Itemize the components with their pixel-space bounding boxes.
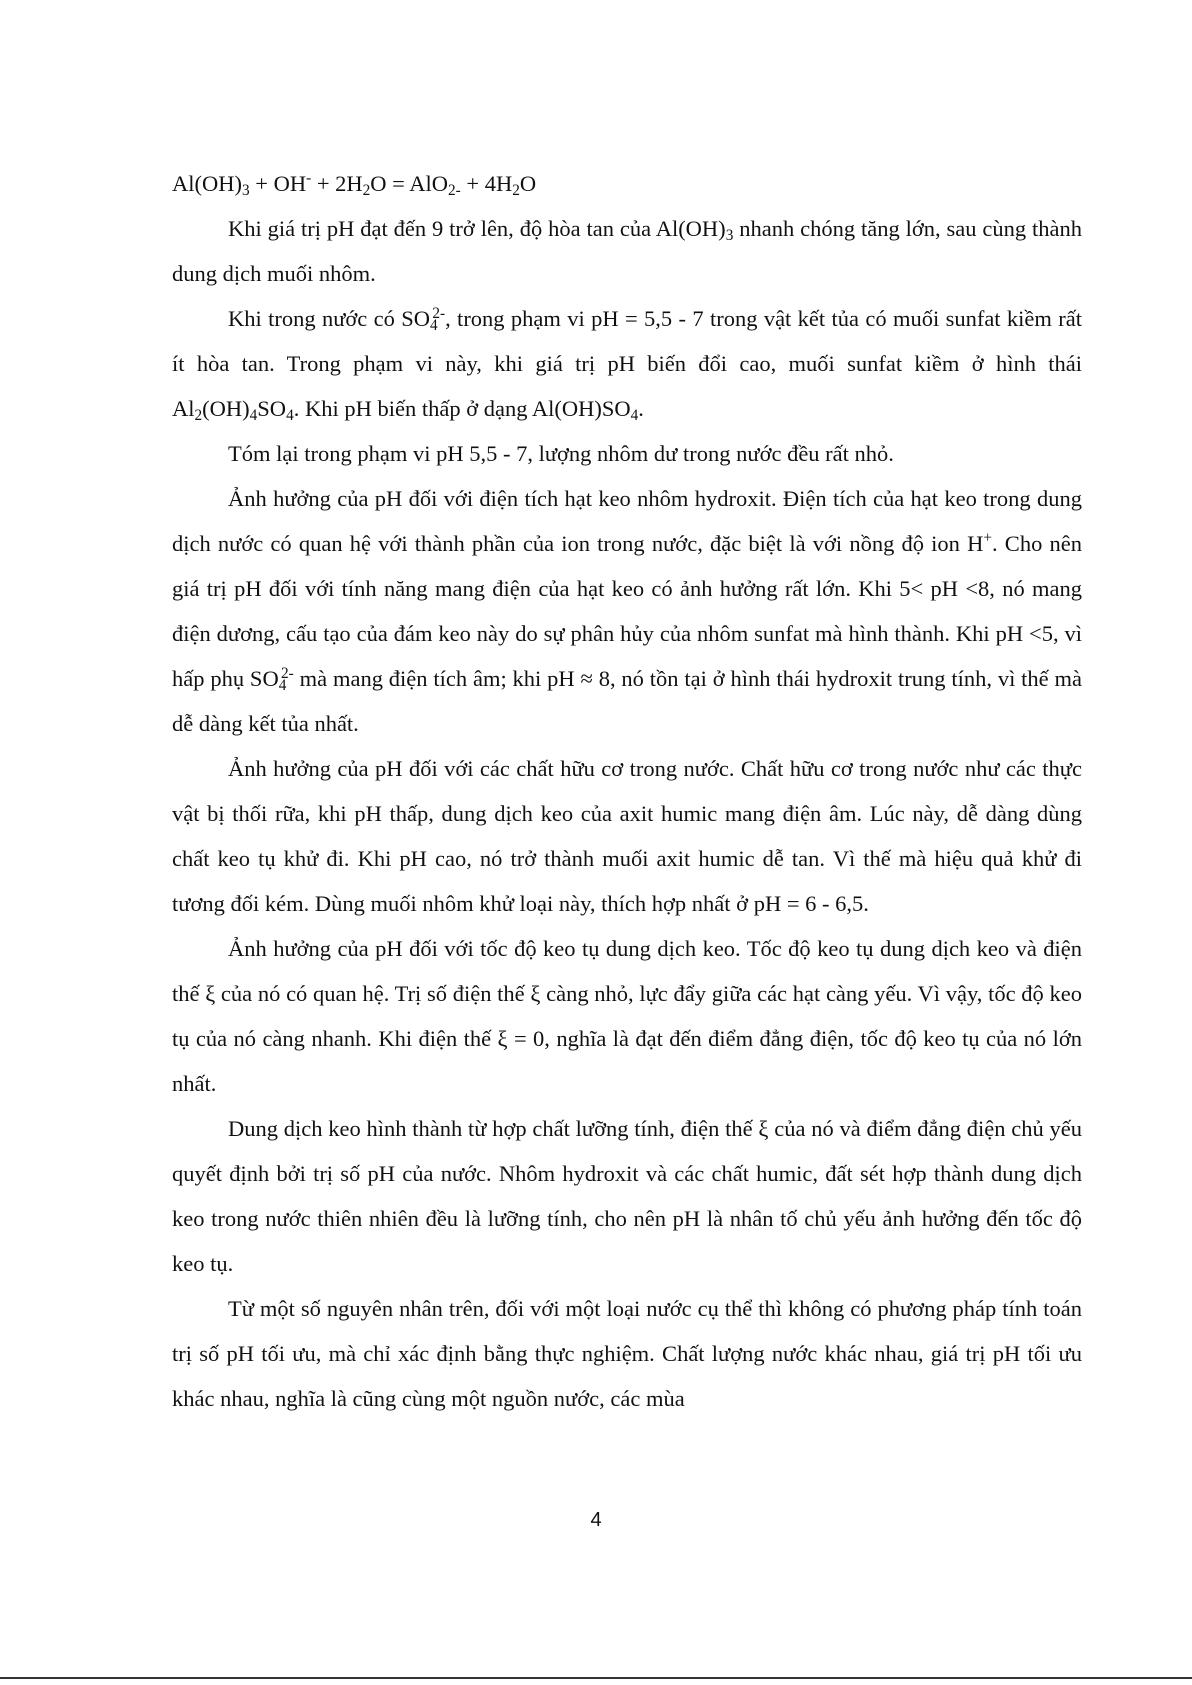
equation-line [172,161,1082,206]
paragraph-conclusion: Từ một số nguyên nhân trên, đối với một loại nước cụ thể thì không có phương pháp tính toán trị số pH tối ưu, mà chỉ xác định bằng thực nghiệm. Chất lượng nước khác nhau, giá trị pH tối ưu khác nhau, nghĩa là cũng cùng một nguồn nước, các mùa [172,1296,1082,1411]
subscript: 3 [241,181,250,199]
subscript: 4 [430,316,438,334]
paragraph-coagulation-speed: Ảnh hưởng của pH đối với tốc độ keo tụ dung dịch keo. Tốc độ keo tụ dung dịch keo và điện thế ξ của nó có quan hệ. Trị số điện thế ξ càng nhỏ, lực đẩy giữa các hạt càng yếu. Vì vậy, tốc độ keo tụ của nó càng nhanh. Khi điện thế ξ = 0, nghĩa là đạt đến điểm đẳng điện, tốc độ keo tụ của nó lớn nhất. [172,936,1082,1096]
text: . [638,396,644,421]
text: mà mang điện tích âm; khi pH ≈ 8, nó tồn tại ở hình thái hydroxit trung tính, vì thế mà dễ dàng kết tủa nhất. [172,666,1082,736]
subscript: 2 [194,406,203,424]
equation-text: O [519,171,537,196]
document-body [172,161,1082,1421]
superscript: - [306,169,312,187]
equation-text: + 4H [460,171,513,196]
text: Khi trong nước có SO [228,306,431,331]
page-number: 4 [590,1509,602,1531]
superscript: 2- [432,304,446,322]
subscript: 2 [512,181,520,199]
subscript: 4 [630,406,639,424]
text: SO [257,396,287,421]
paragraph-charge [172,476,1082,746]
subscript: 4 [249,406,258,424]
text: , trong phạm vi pH = 5,5 - 7 trong vật kết tủa có muối sunfat kiềm rất ít hòa tan. Trong phạm vi này, khi giá trị pH biến đổi cao, muối sunfat kiềm ở hình thái Al [172,306,1082,421]
text: nhanh chóng tăng lớn, sau cùng thành dung dịch muối nhôm. [172,216,1083,286]
text: (OH) [202,396,250,421]
subscript: 2 [362,181,371,199]
text: . Khi pH biến thấp ở dạng Al(OH)SO [293,396,631,421]
subscript: 3 [725,226,734,244]
bottom-rule [0,1677,1192,1679]
paragraph-amphoteric: Dung dịch keo hình thành từ hợp chất lưỡng tính, điện thế ξ của nó và điểm đẳng điện chủ yếu quyết định bởi trị số pH của nước. Nhôm hydroxit và các chất humic, đất sét hợp thành dung dịch keo trong nước thiên nhiên đều là lưỡng tính, cho nên pH là nhân tố chủ yếu ảnh hưởng đến tốc độ keo tụ. [172,1116,1082,1276]
subscript: 2- [448,181,461,199]
text: Khi giá trị pH đạt đến 9 trở lên, độ hòa tan của Al(OH) [228,216,726,241]
equation-text: Al(OH) [172,171,242,196]
paragraph-summary: Tóm lại trong phạm vi pH 5,5 - 7, lượng nhôm dư trong nước đều rất nhỏ. [228,441,894,466]
paragraph-ph-solubility [172,206,1082,296]
text: Ảnh hưởng của pH đối với điện tích hạt keo nhôm hydroxit. Điện tích của hạt keo trong dung dịch nước có quan hệ với thành phần của ion trong nước, đặc biệt là với nồng độ ion H [172,486,1082,556]
equation-text: O = AlO [370,171,448,196]
paragraph-sulfate [172,296,1082,431]
superscript: 2- [281,664,294,682]
subscript: 4 [278,676,287,694]
paragraph-organic: Ảnh hưởng của pH đối với các chất hữu cơ trong nước. Chất hữu cơ trong nước như các thực vật bị thối rữa, khi pH thấp, dung dịch keo của axit humic mang điện âm. Lúc này, dễ dàng dùng chất keo tụ khử đi. Khi pH cao, nó trở thành muối axit humic dễ tan. Vì thế mà hiệu quả khử đi tương đối kém. Dùng muối nhôm khử loại này, thích hợp nhất ở pH = 6 - 6,5. [172,756,1082,916]
equation-text: + 2H [311,171,363,196]
equation-text: + OH [249,171,307,196]
superscript: + [983,529,992,547]
text: . Cho nên giá trị pH đối với tính năng mang điện của hạt keo có ảnh hưởng rất lớn. Khi 5< pH <8, nó mang điện dương, cấu tạo của đám keo này do sự phân hủy của nhôm sunfat mà hình thành. Khi pH <5, vì hấp phụ SO [172,531,1082,691]
subscript: 4 [286,406,294,424]
